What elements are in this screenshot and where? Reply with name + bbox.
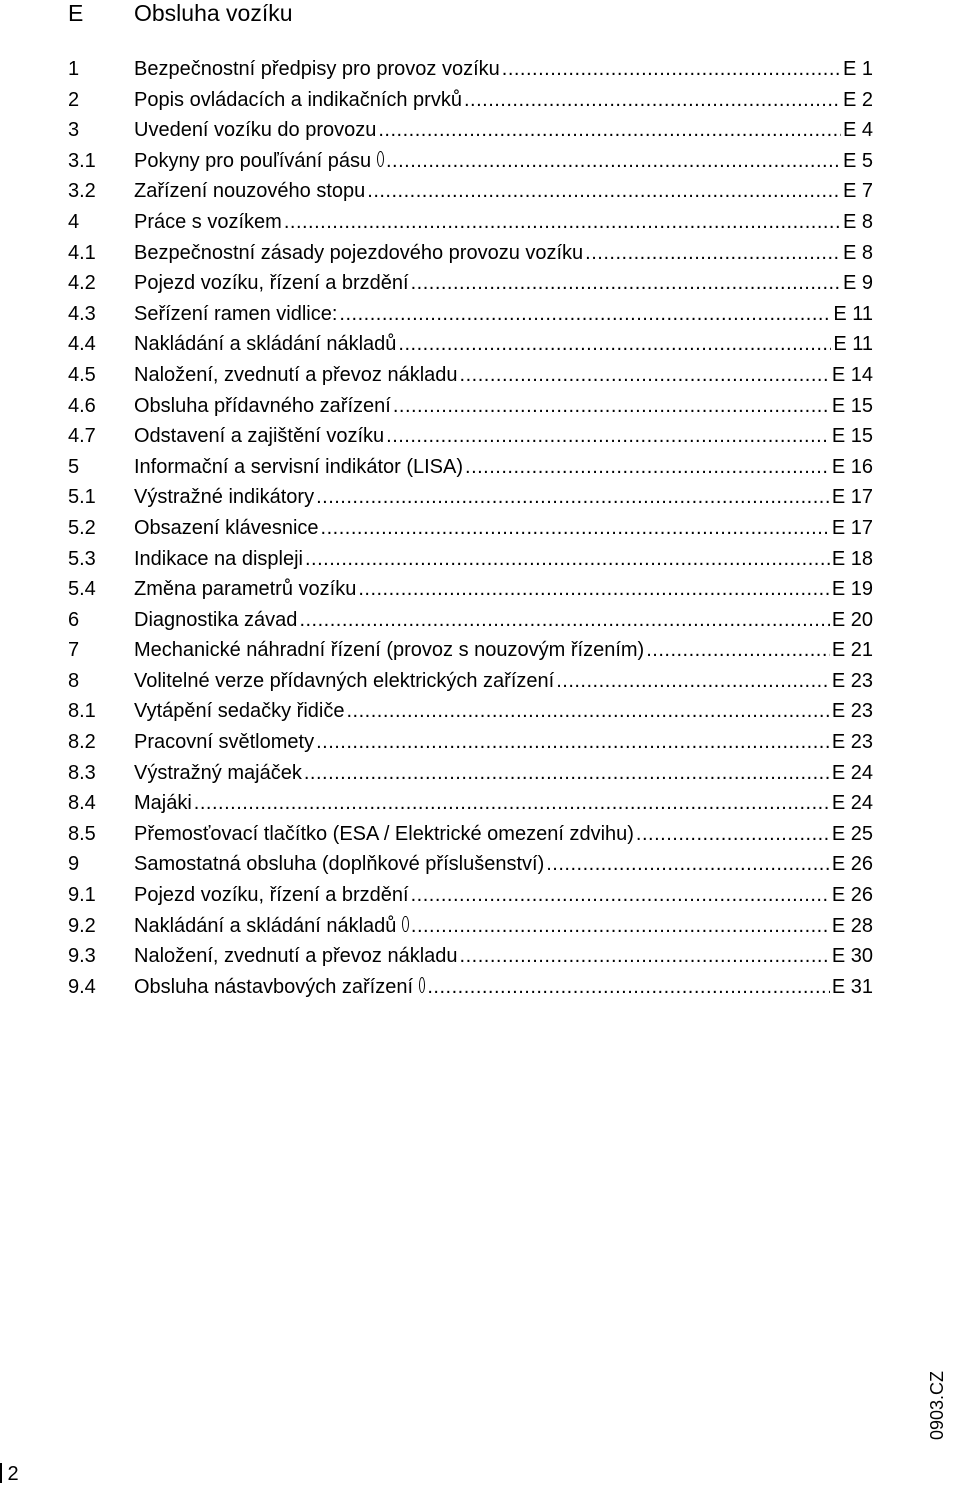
toc-entry-number: 9.1 <box>68 884 96 907</box>
dot-leader <box>411 880 830 911</box>
toc-entry-title: Zařízení nouzového stopu <box>134 180 366 203</box>
toc-entry-number: 5.2 <box>68 516 96 539</box>
dot-leader <box>398 329 831 360</box>
toc-entry[interactable] <box>68 849 873 880</box>
toc-entry-number: 2 <box>68 88 80 111</box>
toc-entry-number: 1 <box>68 58 80 80</box>
page-number <box>0 1462 19 1486</box>
toc-entry[interactable] <box>68 666 873 697</box>
dot-leader <box>427 972 829 1003</box>
toc-entry-page: E 15 <box>831 394 873 417</box>
dot-leader <box>284 207 841 238</box>
toc-entry-page: E 26 <box>831 884 873 907</box>
toc-entry[interactable] <box>68 360 873 391</box>
toc-entry-page: E 5 <box>842 149 873 172</box>
section-letter: E <box>68 0 84 26</box>
toc-entry-title: Přemosťovací tlačítko (ESA / Elektrické omezení zdvihu) <box>134 822 634 845</box>
toc-entry-title: Odstavení a zajištění vozíku <box>134 425 385 448</box>
toc-entry-title: Bezpečnostní zásady pojezdového provozu vozíku <box>134 241 584 264</box>
dot-leader <box>502 54 841 85</box>
toc-entry-page: E 2 <box>842 88 873 111</box>
toc-entry[interactable] <box>68 788 873 819</box>
toc-entry-number: 8.4 <box>68 792 96 815</box>
dot-leader <box>546 849 830 880</box>
dot-leader <box>346 696 829 727</box>
toc-entry-title: Indikace na displeji <box>134 547 303 570</box>
toc-entry-number: 8 <box>68 669 80 692</box>
toc-entry[interactable] <box>68 268 873 299</box>
toc-entry-title: Práce s vozíkem <box>134 210 282 233</box>
toc-entry[interactable] <box>68 911 873 942</box>
dot-leader <box>316 482 830 513</box>
dot-leader <box>367 176 841 207</box>
dot-leader <box>393 391 830 422</box>
toc-entry-page: E 24 <box>831 761 873 784</box>
page-margin-rule <box>0 1463 2 1483</box>
toc-entry-title: Popis ovládacích a indikačních prvků <box>134 88 462 111</box>
toc-entry-title: Majáki <box>134 792 192 815</box>
dot-leader <box>386 146 841 177</box>
toc-entry-title: Informační a servisní indikátor (LISA) <box>134 455 464 478</box>
toc-entry-title: Naložení, zvednutí a převoz nákladu <box>134 363 458 386</box>
toc-entry-page: E 17 <box>831 486 873 509</box>
dot-leader <box>460 360 830 391</box>
toc-entry-page: E 1 <box>842 58 873 80</box>
toc-entry[interactable] <box>68 176 873 207</box>
toc-entry-title: Výstražný majáček <box>134 761 302 784</box>
toc-entry-number: 4.6 <box>68 394 96 417</box>
toc-entry-page: E 26 <box>831 853 873 876</box>
toc-entry[interactable] <box>68 880 873 911</box>
toc-entry[interactable] <box>68 941 873 972</box>
toc-entry[interactable] <box>68 972 873 1003</box>
toc-entry-page: E 25 <box>831 822 873 845</box>
toc-entry-page: E 23 <box>831 731 873 754</box>
dot-leader <box>304 758 830 789</box>
toc-entry-number: 5 <box>68 455 80 478</box>
toc-entry-page: E 7 <box>842 180 873 203</box>
toc-entry-page: E 30 <box>831 945 873 968</box>
toc-entry-page: E 11 <box>833 333 873 356</box>
toc-entry-number: 3.2 <box>68 180 96 203</box>
toc-entry[interactable] <box>68 605 873 636</box>
page-number-text: 2 <box>7 1463 19 1485</box>
toc-entry-page: E 19 <box>831 578 873 601</box>
toc-entry-title: Bezpečnostní předpisy pro provoz vozíku <box>134 58 500 80</box>
toc-entry-page: E 17 <box>831 516 873 539</box>
toc-entry-title: Vytápění sedačky řidiče <box>134 700 345 723</box>
toc-entry-number: 5.1 <box>68 486 96 509</box>
toc-entry-page: E 31 <box>831 975 873 998</box>
toc-entry-title: Naložení, zvednutí a převoz nákladu <box>134 945 458 968</box>
toc-entry-page: E 11 <box>833 302 873 325</box>
toc-entry-number: 6 <box>68 608 80 631</box>
toc-entry-number: 4.2 <box>68 272 96 295</box>
toc-entry[interactable] <box>68 391 873 422</box>
toc-entry-title: Pojezd vozíku, řízení a brzdění <box>134 272 409 295</box>
toc-entry-page: E 14 <box>831 363 873 386</box>
toc-entry-number: 8.1 <box>68 700 96 723</box>
toc-entry-title: Obsazení klávesnice <box>134 516 319 539</box>
toc-entry[interactable] <box>68 727 873 758</box>
toc-entry[interactable] <box>68 421 873 452</box>
toc-entry-page: E 18 <box>831 547 873 570</box>
toc-entry[interactable] <box>68 635 873 666</box>
toc-entry[interactable] <box>68 513 873 544</box>
toc-entry-page: E 15 <box>831 425 873 448</box>
toc-entry-page: E 21 <box>831 639 873 662</box>
dot-leader <box>460 941 830 972</box>
toc-entry-number: 5.3 <box>68 547 96 570</box>
toc-entry[interactable] <box>68 574 873 605</box>
optional-equipment-circle-icon <box>377 151 384 167</box>
toc-entry[interactable] <box>68 482 873 513</box>
toc-entry-number: 4.1 <box>68 241 96 264</box>
toc-entry-title: Obsluha nástavbových zařízení <box>134 975 414 998</box>
toc-entry-number: 8.3 <box>68 761 96 784</box>
dot-leader <box>411 268 841 299</box>
toc-entry-number: 9.2 <box>68 914 96 937</box>
dot-leader <box>321 513 830 544</box>
dot-leader <box>465 452 830 483</box>
toc-entry[interactable] <box>68 238 873 269</box>
toc-entry-number: 8.5 <box>68 822 96 845</box>
toc-entry[interactable] <box>68 85 873 116</box>
dot-leader <box>194 788 830 819</box>
section-heading <box>68 0 293 26</box>
toc-entry-number: 8.2 <box>68 731 96 754</box>
toc-entry-number: 7 <box>68 639 80 662</box>
toc-entry-title: Nakládání a skládání nákladů <box>134 914 397 937</box>
toc-entry-title: Diagnostika závad <box>134 608 298 631</box>
dot-leader <box>556 666 830 697</box>
toc-entry-page: E 24 <box>831 792 873 815</box>
toc-entry[interactable] <box>68 696 873 727</box>
dot-leader <box>646 635 830 666</box>
section-title: Obsluha vozíku <box>134 0 293 26</box>
dot-leader <box>585 238 841 269</box>
toc-entry-title: Pojezd vozíku, řízení a brzdění <box>134 884 409 907</box>
toc-entry-page: E 16 <box>831 455 873 478</box>
document-code: 0903.CZ <box>927 1370 947 1440</box>
dot-leader <box>358 574 830 605</box>
toc-entry-title: Změna parametrů vozíku <box>134 578 357 601</box>
toc-entry-number: 4.4 <box>68 333 96 356</box>
dot-leader <box>411 911 830 942</box>
toc-entry-title: Volitelné verze přídavných elektrických zařízení <box>134 669 555 692</box>
toc-entry-title: Uvedení vozíku do provozu <box>134 119 377 142</box>
dot-leader <box>378 115 841 146</box>
toc-entry-page: E 20 <box>831 608 873 631</box>
toc-entry-number: 4.3 <box>68 302 96 325</box>
toc-entry-number: 5.4 <box>68 578 96 601</box>
toc-entry[interactable] <box>68 207 873 238</box>
table-of-contents <box>68 54 873 1002</box>
dot-leader <box>316 727 830 758</box>
toc-entry-page: E 28 <box>831 914 873 937</box>
toc-entry-title: Samostatná obsluha (doplňkové příslušenství) <box>134 853 545 876</box>
toc-entry-title: Seřízení ramen vidlice: <box>134 302 338 325</box>
toc-entry-number: 9.4 <box>68 975 96 998</box>
toc-entry-title: Obsluha přídavného zařízení <box>134 394 391 417</box>
dot-leader <box>386 421 830 452</box>
toc-entry-title: Mechanické náhradní řízení (provoz s nouzovým řízením) <box>134 639 645 662</box>
toc-entry[interactable] <box>68 452 873 483</box>
toc-entry-title: Nakládání a skládání nákladů <box>134 333 397 356</box>
toc-entry-title: Pokyny pro pouľívání pásu <box>134 149 372 172</box>
toc-entry[interactable] <box>68 146 873 177</box>
optional-equipment-circle-icon <box>419 977 425 993</box>
toc-entry-page: E 4 <box>842 119 873 142</box>
toc-entry-title: Výstražné indikátory <box>134 486 315 509</box>
dot-leader <box>339 299 831 330</box>
toc-entry[interactable] <box>68 299 873 330</box>
toc-entry[interactable] <box>68 115 873 146</box>
optional-equipment-circle-icon <box>402 916 408 932</box>
toc-entry-number: 9 <box>68 853 80 876</box>
toc-entry-number: 4 <box>68 210 80 233</box>
toc-entry[interactable] <box>68 819 873 850</box>
toc-entry-number: 3.1 <box>68 149 96 172</box>
dot-leader <box>299 605 829 636</box>
toc-entry-number: 9.3 <box>68 945 96 968</box>
toc-entry-title: Pracovní světlomety <box>134 731 315 754</box>
toc-entry[interactable] <box>68 329 873 360</box>
toc-entry-number: 3 <box>68 119 80 142</box>
toc-entry-page: E 23 <box>831 700 873 723</box>
toc-entry-page: E 23 <box>831 669 873 692</box>
dot-leader <box>305 544 830 575</box>
toc-entry[interactable] <box>68 758 873 789</box>
toc-entry-number: 4.5 <box>68 363 96 386</box>
toc-entry-number: 4.7 <box>68 425 96 448</box>
toc-entry[interactable] <box>68 544 873 575</box>
toc-entry[interactable] <box>68 54 873 85</box>
toc-entry-page: E 8 <box>842 210 873 233</box>
toc-entry-page: E 8 <box>842 241 873 264</box>
dot-leader <box>636 819 830 850</box>
toc-entry-page: E 9 <box>842 272 873 295</box>
dot-leader <box>464 85 841 116</box>
